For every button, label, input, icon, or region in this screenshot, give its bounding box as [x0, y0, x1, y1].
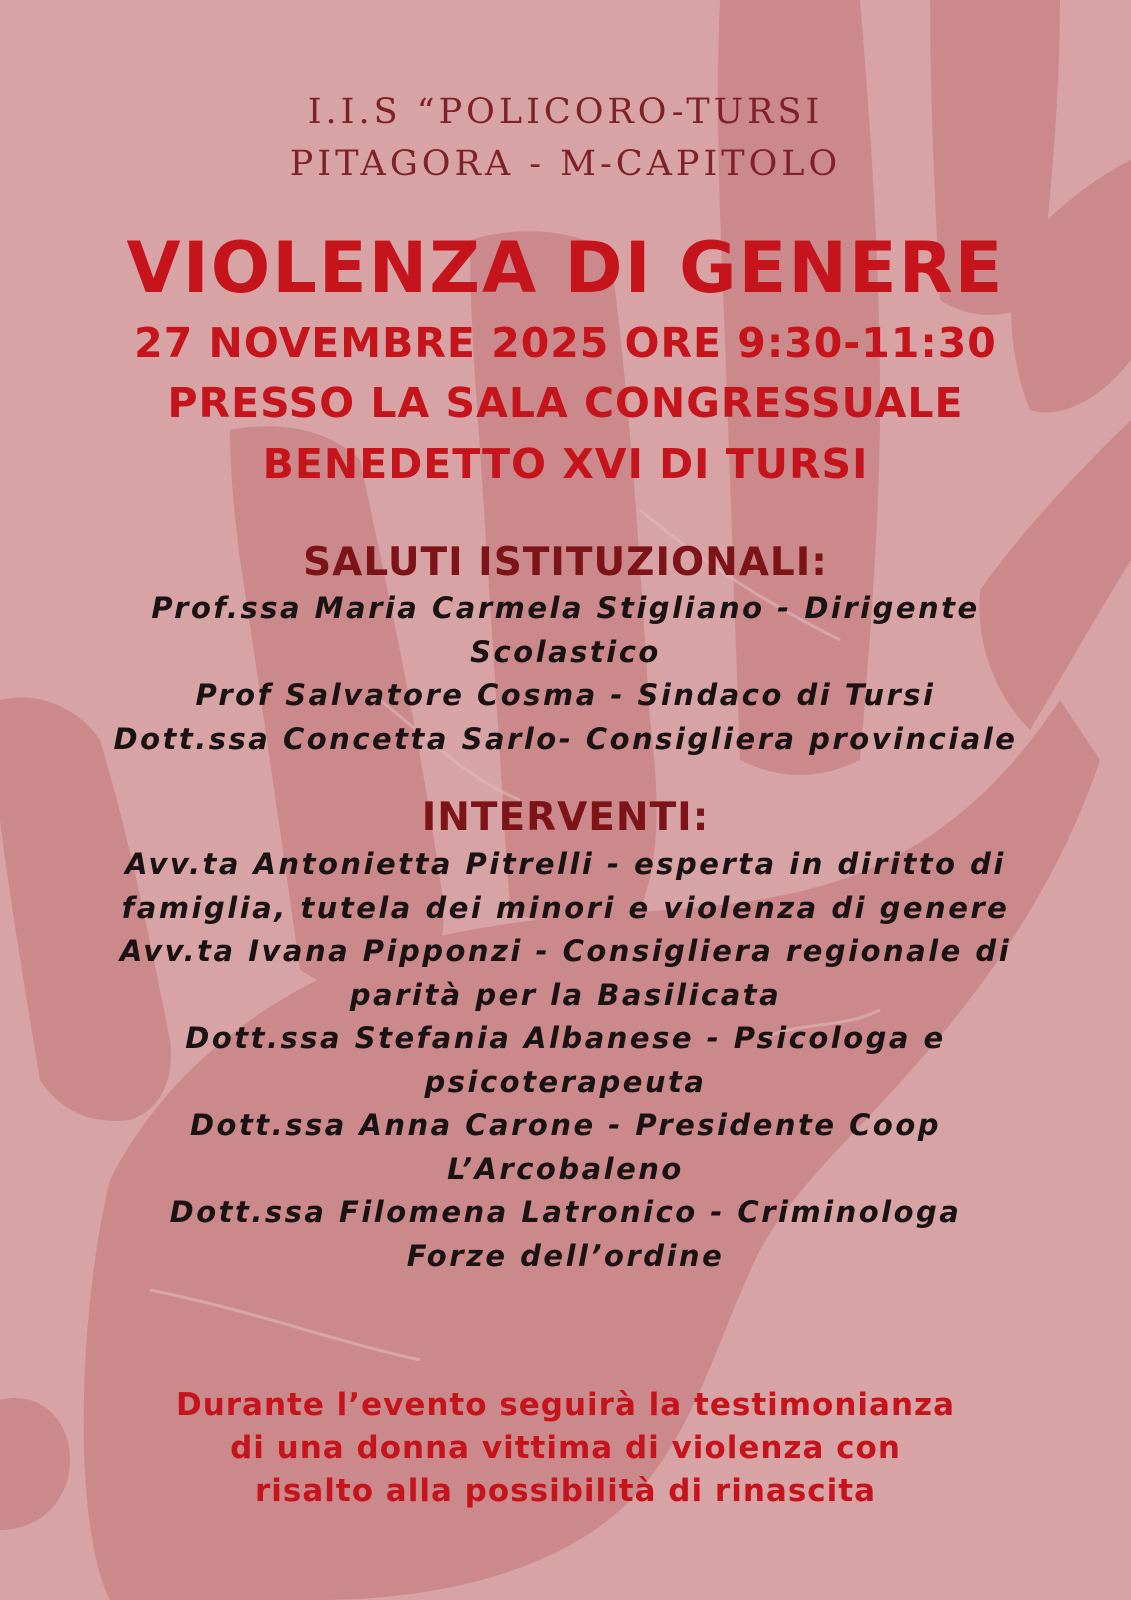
saluti-line: Prof Salvatore Cosma - Sindaco di Tursi	[195, 678, 936, 712]
interventi-line: psicoterapeuta	[424, 1064, 707, 1099]
saluti-heading: SALUTI ISTITUZIONALI:	[303, 540, 828, 585]
school-name-line-1: I.I.S “POLICORO-TURSI	[307, 92, 824, 132]
footer-line-1: Durante l’evento seguirà la testimonianza	[175, 1387, 956, 1423]
footer-line-2: di una donna vittima di violenza con	[230, 1430, 901, 1466]
interventi-line: Avv.ta Antonietta Pitrelli - esperta in diritto di	[125, 847, 1006, 881]
interventi-line: Dott.ssa Stefania Albanese - Psicologa e	[185, 1021, 946, 1055]
saluti-line: Dott.ssa Concetta Sarlo- Consigliera provinciale	[113, 721, 1018, 756]
saluti-line: Prof.ssa Maria Carmela Stigliano - Dirigente	[151, 591, 980, 625]
footer-line-3: risalto alla possibilità di rinascita	[254, 1473, 877, 1509]
event-venue-line-2: BENEDETTO XVI DI TURSI	[262, 440, 869, 488]
saluti-list	[60, 587, 1071, 761]
interventi-line: Avv.ta Ivana Pipponzi - Consigliera regionale di	[119, 934, 1012, 968]
interventi-line: Dott.ssa Anna Carone - Presidente Coop	[189, 1108, 942, 1142]
footer-note	[0, 1384, 1131, 1513]
event-date: 27 NOVEMBRE 2025 ORE 9:30-11:30	[134, 319, 997, 367]
interventi-line: Dott.ssa Filomena Latronico - Criminologa	[169, 1195, 962, 1229]
event-title: VIOLENZA DI GENERE	[126, 227, 1005, 309]
interventi-list	[60, 843, 1071, 1278]
interventi-line: L’Arcobaleno	[447, 1151, 684, 1186]
interventi-heading: INTERVENTI:	[421, 795, 710, 840]
interventi-line: parità per la Basilicata	[349, 977, 782, 1012]
saluti-line: Scolastico	[470, 634, 661, 669]
event-venue-line-1: PRESSO LA SALA CONGRESSUALE	[167, 379, 964, 427]
interventi-line: famiglia, tutela dei minori e violenza di genere	[121, 890, 1010, 925]
school-name-line-2: PITAGORA - M-CAPITOLO	[289, 144, 842, 184]
interventi-line: Forze dell’ordine	[406, 1238, 725, 1273]
